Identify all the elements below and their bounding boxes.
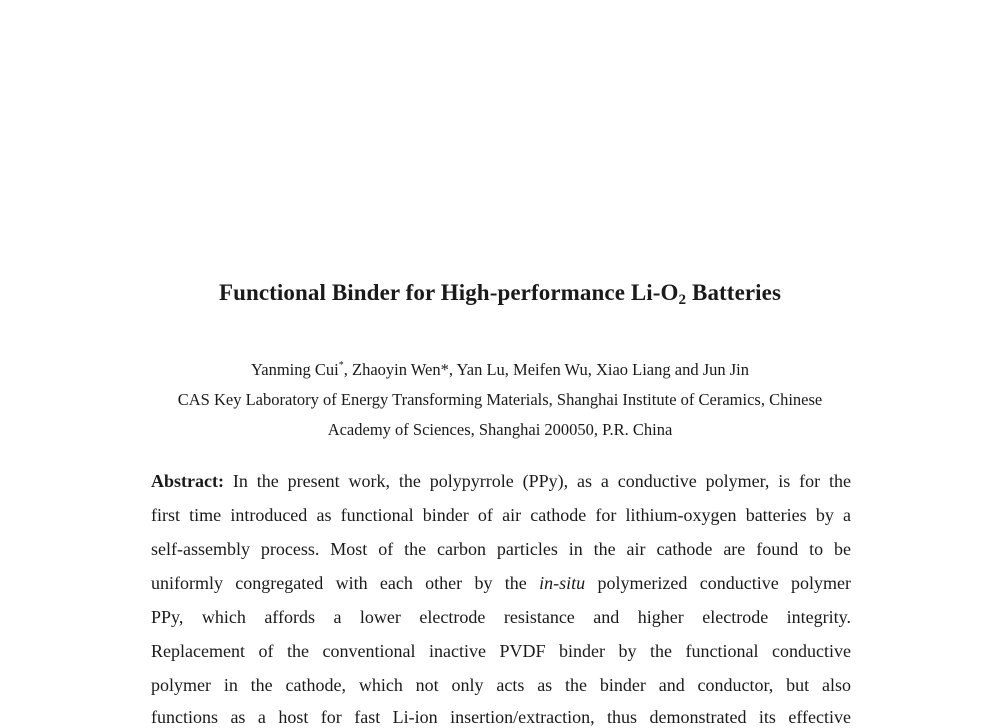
paper-title bbox=[0, 280, 1000, 306]
abstract-text: polymerized conductive polymer bbox=[585, 573, 851, 593]
abstract-line: Replacement of the conventional inactive PVDF binder by the functional conductive bbox=[151, 641, 851, 661]
corresponding-mark: * bbox=[338, 360, 344, 371]
author-list bbox=[0, 360, 1000, 380]
author-first: Yanming Cui bbox=[251, 360, 339, 379]
title-subscript: 2 bbox=[678, 292, 687, 308]
abstract-italic-term: in-situ bbox=[539, 573, 586, 593]
affiliation-line-2: Academy of Sciences, Shanghai 200050, P.R. China bbox=[327, 420, 673, 439]
abstract-line: polymer in the cathode, which not only acts as the binder and conductor, but also bbox=[151, 675, 851, 695]
abstract-line bbox=[151, 470, 851, 492]
title-main: Functional Binder for High-performance Li-O bbox=[218, 280, 679, 305]
abstract-line bbox=[151, 572, 851, 594]
abstract-line: PPy, which affords a lower electrode resistance and higher electrode integrity. bbox=[151, 607, 851, 627]
abstract-label: Abstract: bbox=[151, 471, 224, 491]
abstract-text: uniformly congregated with each other by the bbox=[151, 573, 540, 593]
abstract-text: In the present work, the polypyrrole (PPy), as a conductive polymer, is for the bbox=[223, 471, 851, 491]
title-tail: Batteries bbox=[686, 280, 782, 305]
affiliation-line-1: CAS Key Laboratory of Energy Transforming Materials, Shanghai Institute of Ceramics, Chinese bbox=[177, 390, 823, 409]
abstract-line: functions as a host for fast Li-ion insertion/extraction, thus demonstrated its effective bbox=[151, 707, 851, 727]
authors-rest: , Zhaoyin Wen*, Yan Lu, Meifen Wu, Xiao Liang and Jun Jin bbox=[343, 360, 749, 379]
abstract-line: first time introduced as functional binder of air cathode for lithium-oxygen batteries by a bbox=[151, 505, 851, 525]
abstract-line: self-assembly process. Most of the carbon particles in the air cathode are found to be bbox=[151, 539, 851, 559]
